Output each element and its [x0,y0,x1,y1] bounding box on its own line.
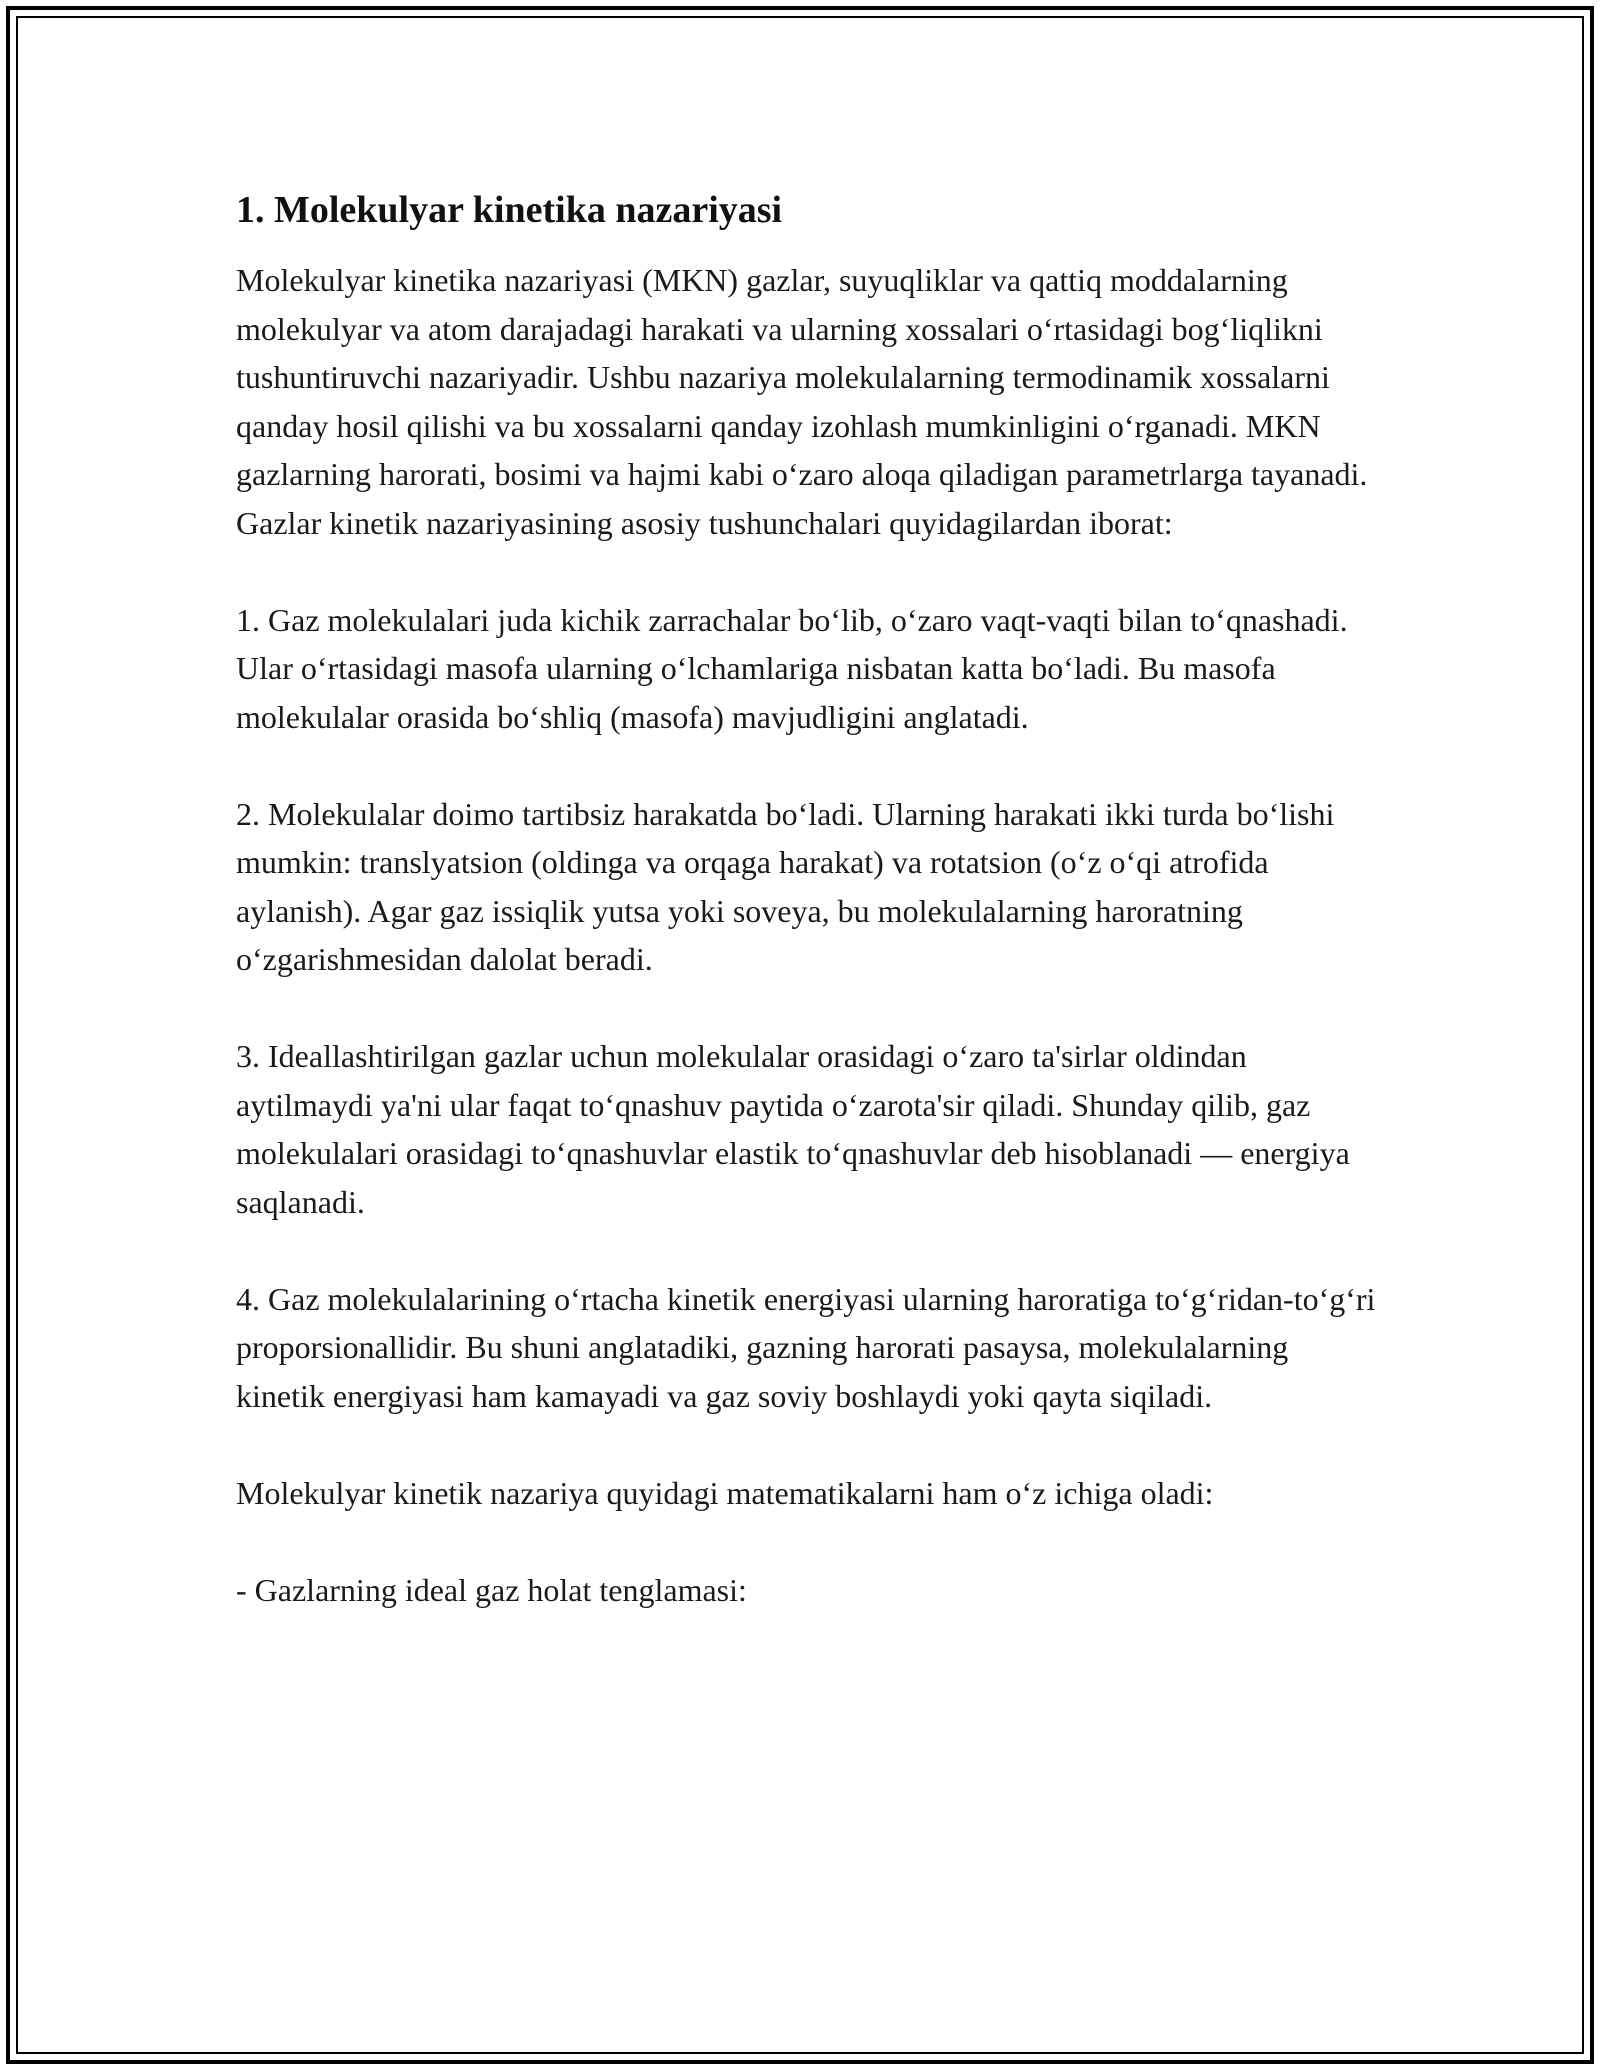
list-item-4: 4. Gaz molekulalarining oʻrtacha kinetik energiyasi ularning haroratiga toʻgʻridan-toʻgʻri proporsionallidir. Bu shuni anglatadiki, gazning harorati pasaysa, molekulalarning kinetik energiyasi ham kamayadi va gaz soviy boshlaydi yoki qayta siqiladi. [236,1280,1376,1414]
ideal-gas-equation-label: - Gazlarning ideal gaz holat tenglamasi: [236,1571,747,1608]
document-body [236,186,1376,1614]
intro-paragraph: Molekulyar kinetika nazariyasi (MKN) gazlar, suyuqliklar va qattiq moddalarning molekulyar va atom darajadagi harakati va ularning xossalari oʻrtasidagi bogʻliqlikni tushuntiruvchi nazariyadir. Ushbu nazariya molekulalarning termodinamik xossalarni qanday hosil qilishi va bu xossalarni qanday izohlash mumkinligini oʻrganadi. MKN gazlarning harorati, bosimi va hajmi kabi oʻzaro aloqa qiladigan parametrlarga tayanadi. Gazlar kinetik nazariyasining asosiy tushunchalari quyidagilardan iborat: [236,262,1368,541]
list-item-3: 3. Ideallashtirilgan gazlar uchun molekulalar orasidagi oʻzaro ta'sirlar oldindan aytilmaydi ya'ni ular faqat toʻqnashuv paytida oʻzarota'sir qiladi. Shunday qilib, gaz molekulalari orasidagi toʻqnashuvlar elastik toʻqnashuvlar deb hisoblanadi — energiya saqlanadi. [236,1038,1350,1220]
list-item-2: 2. Molekulalar doimo tartibsiz harakatda boʻladi. Ularning harakati ikki turda boʻlishi mumkin: translyatsion (oldinga va orqaga harakat) va rotatsion (oʻz oʻqi atrofida aylanish). Agar gaz issiqlik yutsa yoki soveya, bu molekulalarning haroratning oʻzgarishmesidan dalolat beradi. [236,795,1335,977]
math-intro-paragraph: Molekulyar kinetik nazariya quyidagi matematikalarni ham oʻz ichiga oladi: [236,1474,1214,1511]
list-item-1: 1. Gaz molekulalari juda kichik zarrachalar boʻlib, oʻzaro vaqt-vaqti bilan toʻqnashadi. Ular oʻrtasidagi masofa ularning oʻlchamlariga nisbatan katta boʻladi. Bu masofa molekulalar orasida boʻshliq (masofa) mavjudligini anglatadi. [236,601,1348,735]
section-heading: 1. Molekulyar kinetika nazariyasi [236,189,783,231]
